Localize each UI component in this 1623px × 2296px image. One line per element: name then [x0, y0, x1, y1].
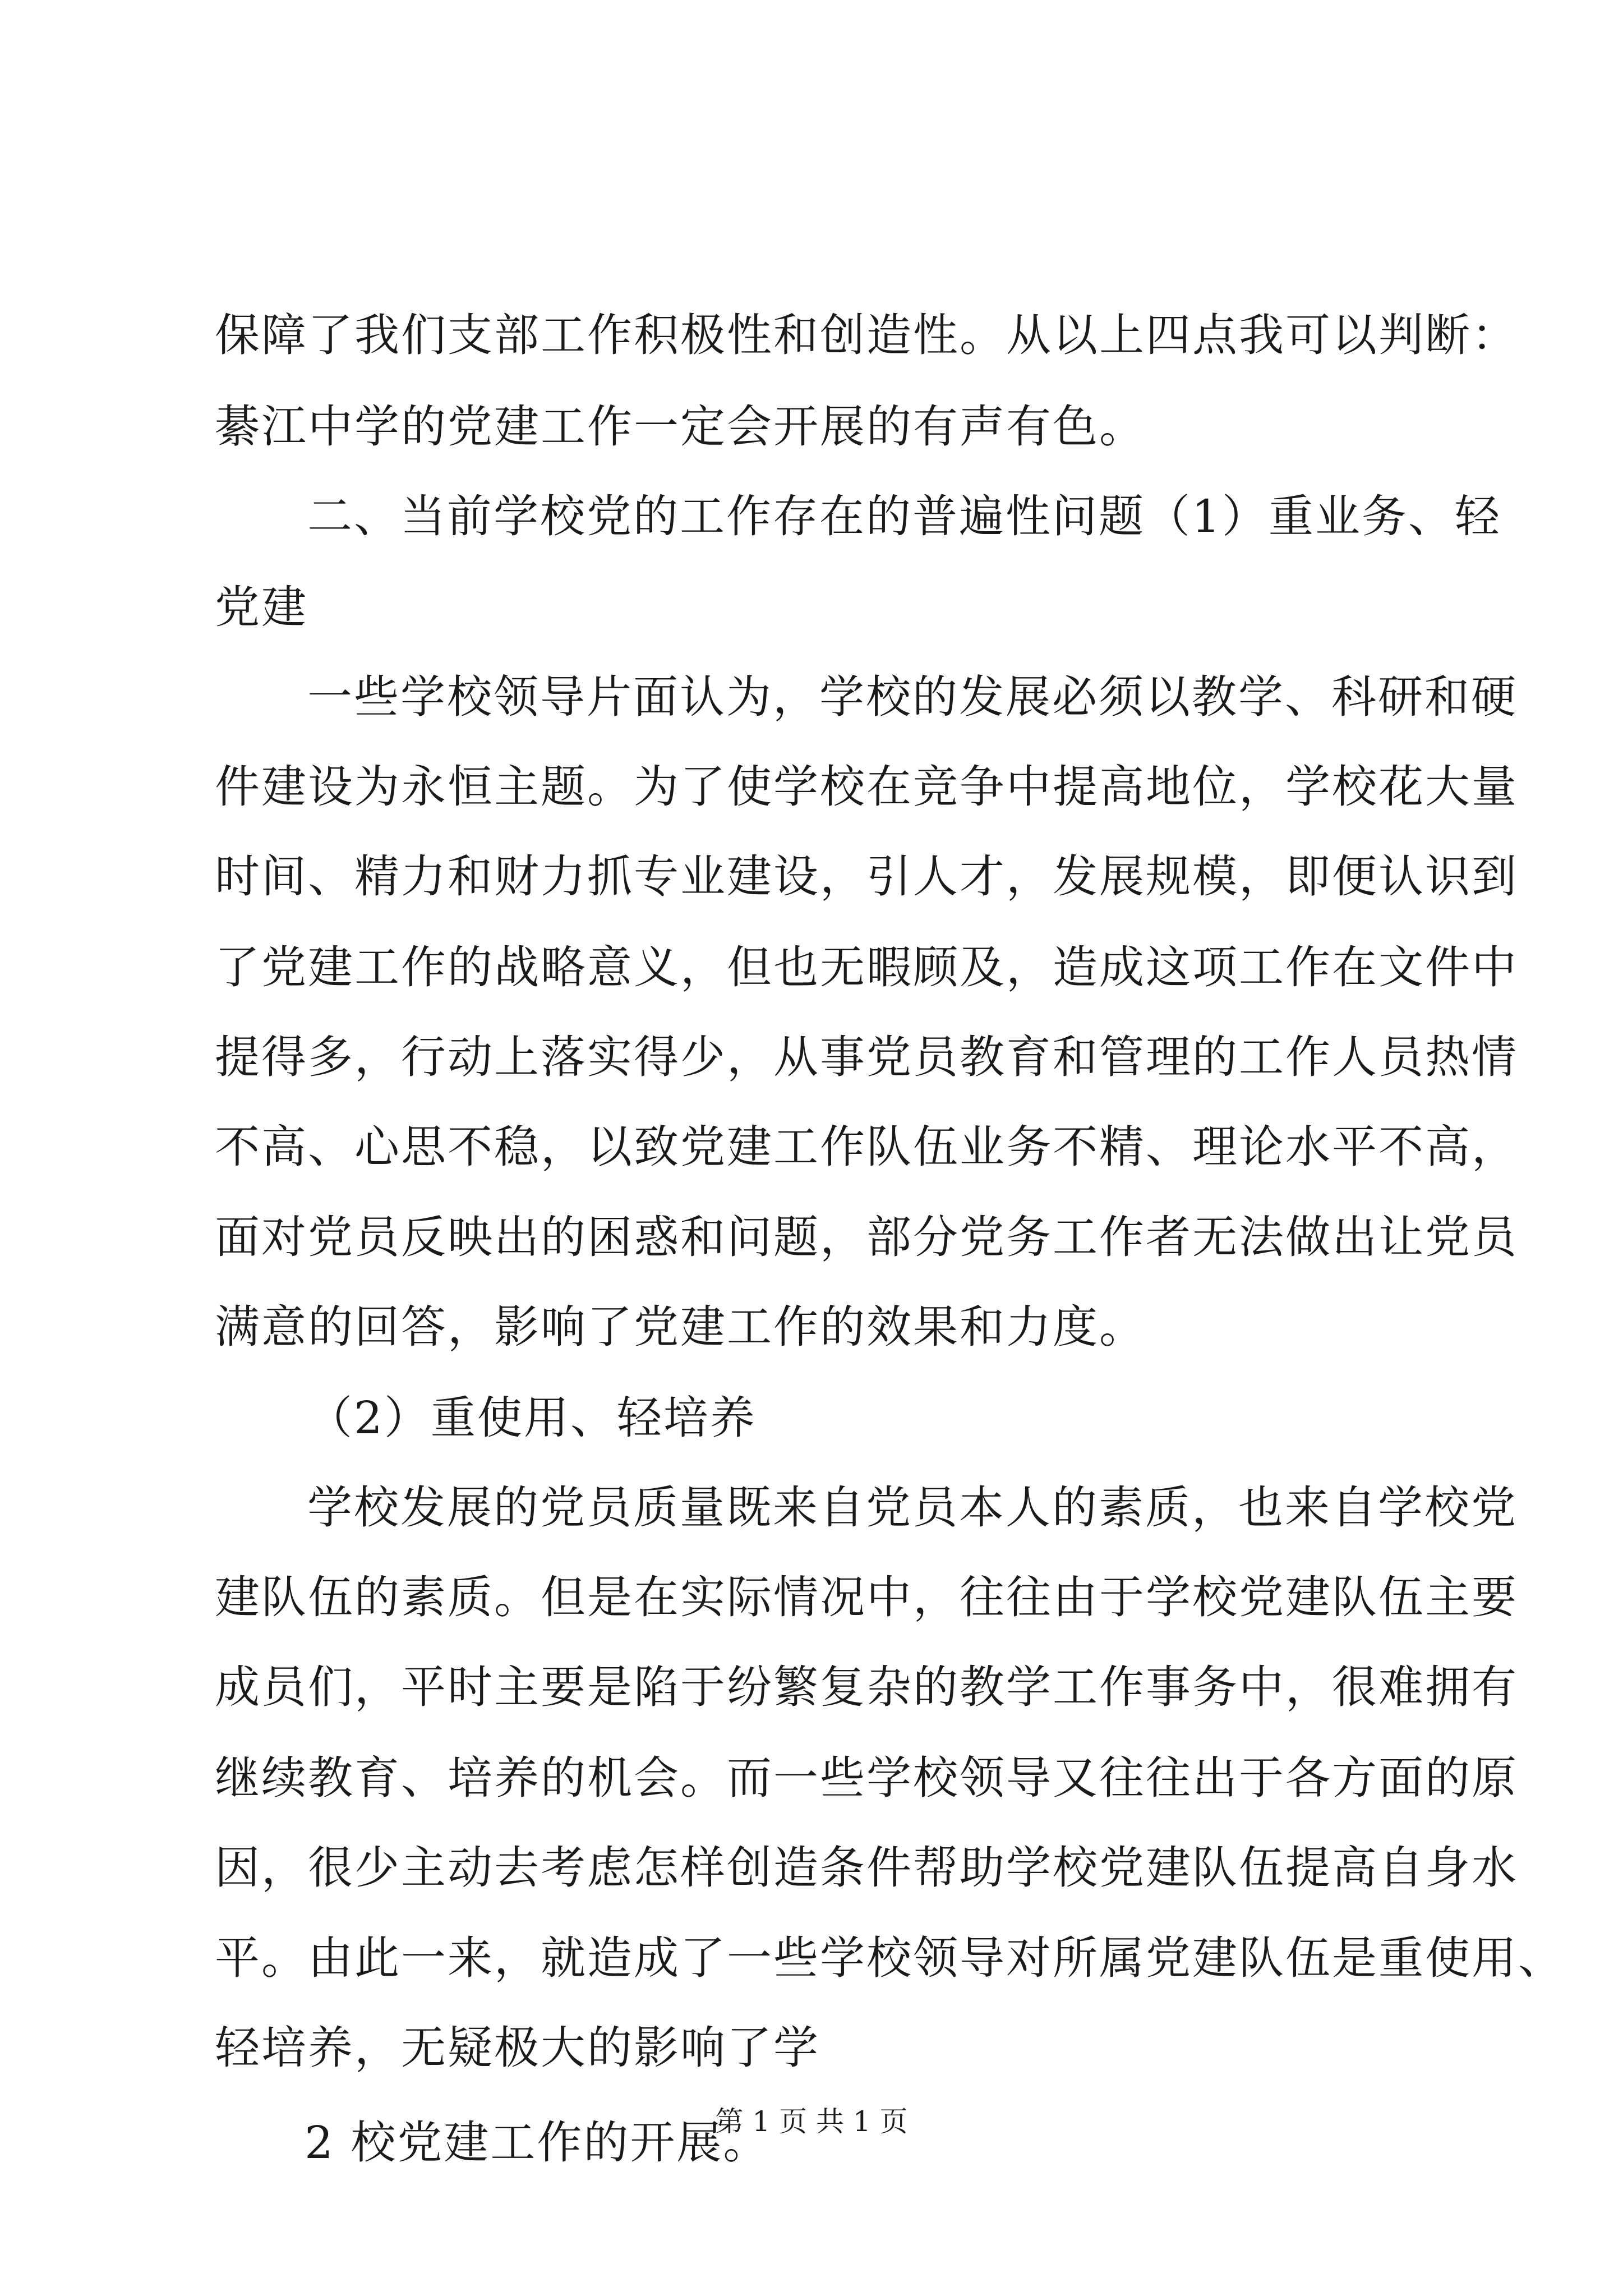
text-line: 件建设为永恒主题。为了使学校在竞争中提高地位，学校花大量 [215, 761, 1518, 813]
text-line: 轻培养，无疑极大的影响了学 [215, 2022, 820, 2074]
text-line: 不高、心思不稳，以致党建工作队伍业务不精、理论水平不高， [215, 1121, 1518, 1173]
page-footer: 第 1 页 共 1 页 [715, 2105, 908, 2138]
text-line: 满意的回答，影响了党建工作的效果和力度。 [215, 1301, 1146, 1353]
text-line: 了党建工作的战略意义，但也无暇顾及，造成这项工作在文件中 [215, 941, 1518, 993]
text-line: 时间、精力和财力抓专业建设，引人才，发展规模，即便认识到 [215, 850, 1518, 903]
text-line: 继续教育、培养的机会。而一些学校领导又往往出于各方面的原 [215, 1752, 1518, 1804]
text-line: 成员们，平时主要是陷于纷繁复杂的教学工作事务中，很难拥有 [215, 1661, 1518, 1713]
text-line: 提得多，行动上落实得少，从事党员教育和管理的工作人员热情 [215, 1031, 1518, 1083]
text-line: 面对党员反映出的困惑和问题，部分党务工作者无法做出让党员 [215, 1211, 1518, 1263]
text-line: 因，很少主动去考虑怎样创造条件帮助学校党建队伍提高自身水 [215, 1842, 1518, 1894]
section-heading: 二、当前学校党的工作存在的普遍性问题（1）重业务、轻 [307, 490, 1501, 542]
text-line: 綦江中学的党建工作一定会开展的有声有色。 [215, 401, 1146, 453]
text-line: 学校发展的党员质量既来自党员本人的素质，也来自学校党 [307, 1481, 1518, 1534]
section-heading: （2）重使用、轻培养 [307, 1392, 757, 1444]
text-line: 2 校党建工作的开展。 [305, 2116, 770, 2169]
text-line: 保障了我们支部工作积极性和创造性。从以上四点我可以判断： [215, 309, 1518, 361]
section-heading: 党建 [215, 581, 308, 633]
text-line: 一些学校领导片面认为，学校的发展必须以教学、科研和硬 [307, 671, 1518, 723]
text-line: 平。由此一来，就造成了一些学校领导对所属党建队伍是重使用、 [215, 1932, 1565, 1984]
text-line: 建队伍的素质。但是在实际情况中，往往由于学校党建队伍主要 [215, 1571, 1518, 1623]
